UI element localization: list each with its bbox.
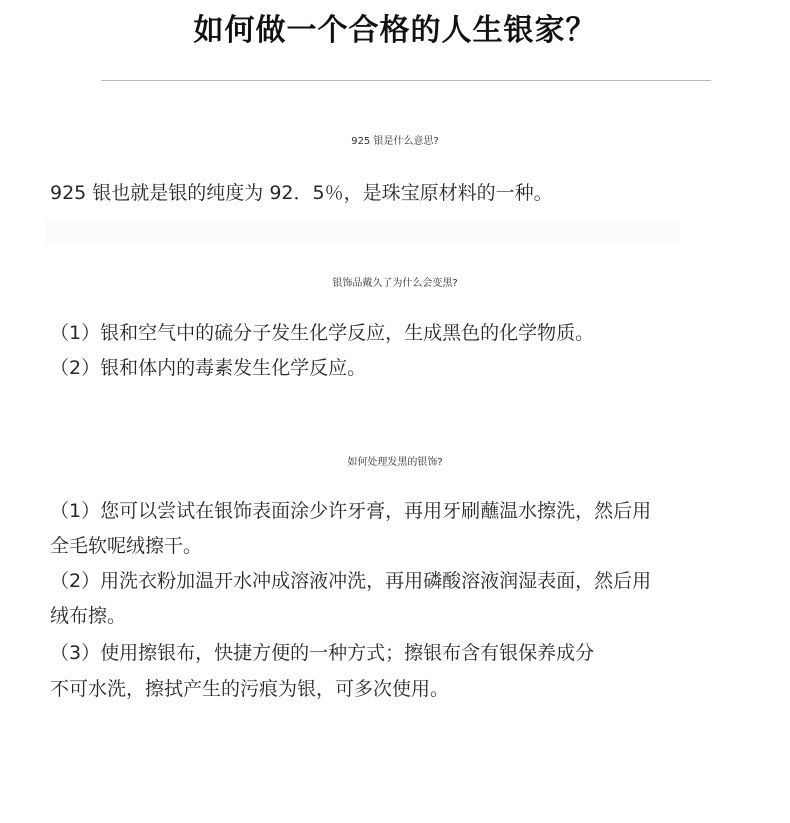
answer-line: （2）用洗衣粉加温开水冲成溶液冲洗，再用磷酸溶液润湿表面，然后用	[50, 570, 652, 592]
answer-line: 全毛软呢绒擦干。	[50, 535, 203, 557]
title-divider	[101, 80, 711, 81]
section-heading-tarnish-cause: 银饰品戴久了为什么会变黑?	[332, 278, 458, 289]
answer-line: （3）使用擦银布，快捷方便的一种方式；擦银布含有银保养成分	[50, 642, 595, 664]
section-heading-925-silver: 925 银是什么意思?	[351, 136, 439, 147]
answer-line: 不可水洗，擦拭产生的污痕为银，可多次使用。	[50, 678, 450, 700]
answer-line: （1）您可以尝试在银饰表面涂少许牙膏，再用牙刷蘸温水擦洗，然后用	[50, 500, 652, 522]
section-heading-cleaning-method: 如何处理发黑的银饰?	[347, 457, 443, 468]
answer-line: （1）银和空气中的硫分子发生化学反应，生成黑色的化学物质。	[50, 322, 595, 344]
answer-line: 925 银也就是银的纯度为 92．5％，是珠宝原材料的一种。	[50, 182, 553, 204]
background-band	[46, 218, 680, 246]
page-title: 如何做一个合格的人生银家？	[193, 13, 597, 48]
answer-line: （2）银和体内的毒素发生化学反应。	[50, 357, 367, 379]
answer-line: 绒布擦。	[50, 605, 127, 627]
